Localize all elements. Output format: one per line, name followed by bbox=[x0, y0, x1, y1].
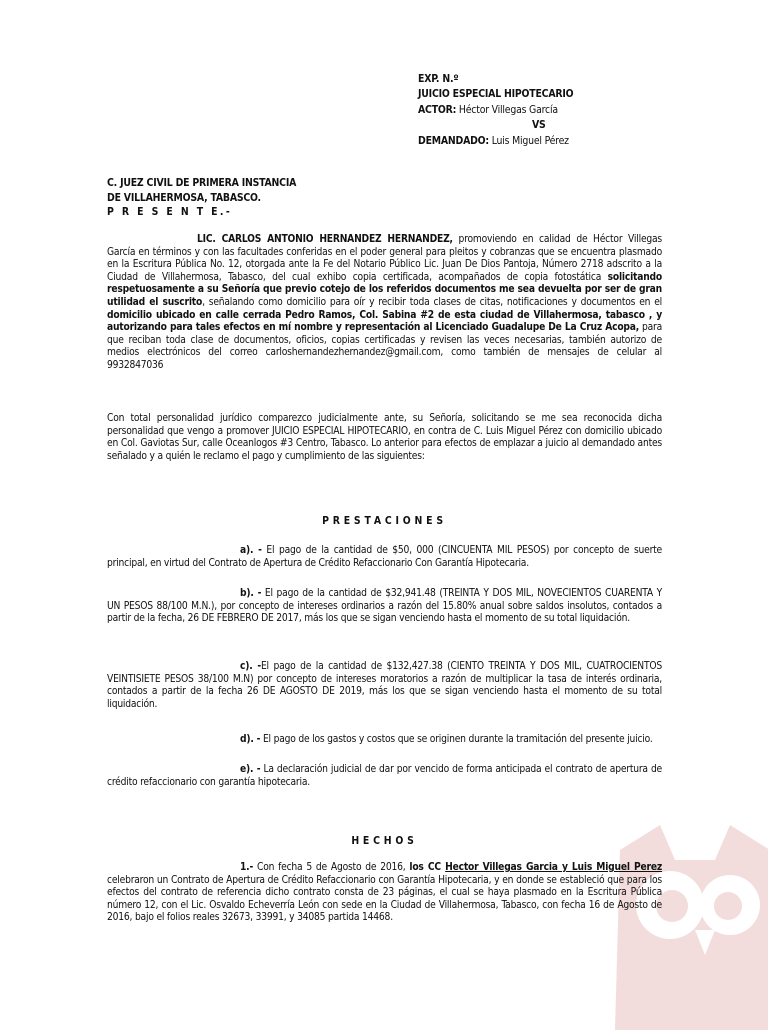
prestacion-e-text: La declaración judicial de dar por vencido de forma anticipada el contrato de apertura de crédito refaccionario con garantía hipotecaria. bbox=[107, 764, 663, 788]
defendant-value: Luis Miguel Pérez bbox=[488, 134, 569, 147]
addressee-line-1: C. JUEZ CIVIL DE PRIMERA INSTANCIA bbox=[107, 177, 297, 189]
prestaciones-heading: PRESTACIONES bbox=[322, 515, 447, 527]
addressee-line-2: DE VILLAHERMOSA, TABASCO. bbox=[107, 191, 261, 204]
case-header bbox=[418, 72, 748, 149]
case-type: JUICIO ESPECIAL HIPOTECARIO bbox=[418, 88, 574, 101]
versus-label: VS bbox=[532, 119, 546, 132]
hecho-1-bold: los CC bbox=[409, 862, 446, 873]
prestacion-b bbox=[107, 588, 662, 626]
prestacion-c-tail: , más los que se sigan venciendo hasta el momento de su total liquidación. bbox=[107, 686, 662, 710]
intro-text-3: para que reciban toda clase de documentos, oficios, copias certificadas y revisen las veces necesarias, también autorizo de medios electrónicos del correo carloshernandezhernandez@gmail.com, como también de mensajes de celular al 9932847036 bbox=[107, 322, 662, 371]
prestacion-a-text: El pago de la cantidad de $50, 000 (CINCUENTA MIL PESOS) por concepto de suerte principal, en virtud del Contrato de Apertura de Crédito Refaccionario Con Garantía Hipotecaria. bbox=[107, 545, 662, 569]
personality-paragraph: Con total personalidad jurídico comparezco judicialmente ante, su Señoría, solicitando se me sea reconocida dicha personalidad que vengo a promover JUICIO ESPECIAL HIPOTECARIO, en contra de C. Luis Miguel Pérez con domicilio ubicado en Col. Gaviotas Sur, calle Oceanlogos #3 Centro, Tabasco. Lo anterior para efectos de emplazar a juicio al demandado antes señalado y a quién le reclamo el pago y cumplimiento de las siguientes: bbox=[107, 413, 662, 462]
prestacion-c-text: El pago de la cantidad de $132,427.38 (CIENTO TREINTA Y DOS MIL, CUATROCIENTOS VEINTISIETE PESOS 38/100 M.N) por concepto de intereses moratorios a razón de multiplicar la tasa de interés ordinaria, contados a partir de la fecha 26 DE AGOSTO DE 2019 bbox=[107, 661, 662, 698]
lawyer-name: LIC. CARLOS ANTONIO HERNANDEZ HERNANDEZ, bbox=[197, 234, 453, 245]
prestacion-e-label: e). - bbox=[240, 764, 261, 775]
prestacion-b-tail: , más los que se sigan venciendo hasta el momento de su total liquidación. bbox=[298, 613, 630, 625]
intro-bold-2: domicilio ubicado en calle cerrada Pedro Ramos, Col. Sabina #2 de esta ciudad de Villahermosa, tabasco , y autorizando para tales efectos en mí nombre y representación al Licenciado Guadalupe De La Cruz Acopa, bbox=[107, 309, 662, 334]
exp-number: EXP. N.º bbox=[418, 73, 459, 85]
hecho-1 bbox=[107, 862, 662, 925]
hecho-1-text-2: celebraron un Contrato de Apertura de Crédito Refaccionario con Garantía Hipotecaria, y en donde se estableció que para los efectos del contrato de referencia dicho contrato consta de 23 páginas, el cual se haya plasmado en la Escritura Pública número 12, con el Lic. Osvaldo Echeverría León con sede en la Ciudad de Villahermosa, Tabasco, con fecha 16 de Agosto de 2016, bajo el folios reales 32673, 33991, y 34085 partida 14468. bbox=[107, 874, 662, 924]
intro-bold-1: solicitando respetuosamente a su Señoría que previo cotejo de los referidos documentos me sea devuelta por ser de gran utilidad el suscrito bbox=[107, 271, 662, 308]
prestacion-c-label: c). - bbox=[240, 661, 261, 672]
hecho-1-parties: Hector Villegas Garcia y Luis Miguel Perez bbox=[445, 862, 662, 873]
intro-text-1: promoviendo en calidad de Héctor Villegas García en términos y con las facultades conferidas en el poder general para pleitos y cobranzas que se encuentra plasmado en la Escritura Pública No. 12, otorgada ante la Fe del Notario Público Lic. Juan De Dios Pantoja, Número 2718 adscrito a la Ciudad de Villahermosa, Tabasco, del cual exhibo copia certificada, acompañados de copia fotostática bbox=[107, 234, 662, 283]
prestacion-a bbox=[107, 545, 662, 570]
prestacion-b-text: El pago de la cantidad de $32,941.48 (TREINTA Y DOS MIL, NOVECIENTOS CUARENTA Y UN PESOS 88/100 M.N.), por concepto de intereses ordinarios a razón del 15.80% anual sobre saldos insolutos, contados a partir de la fecha, 26 DE FEBRERO DE 2017 bbox=[107, 588, 662, 625]
prestacion-e bbox=[107, 764, 662, 789]
intro-text-2: , señalando como domicilio para oír y recibir toda clases de citas, notificaciones y documentos en el bbox=[202, 296, 663, 308]
hechos-heading: HECHOS bbox=[351, 835, 418, 847]
addressee-line-3: P R E S E N T E.- bbox=[107, 206, 233, 218]
defendant-label: DEMANDADO: bbox=[418, 134, 489, 147]
actor-label: ACTOR: bbox=[418, 103, 457, 116]
hecho-1-text-1: Con fecha 5 de Agosto de 2016, bbox=[253, 862, 410, 873]
prestacion-c bbox=[107, 661, 662, 711]
hecho-1-label: 1.- bbox=[240, 862, 254, 873]
prestacion-d bbox=[107, 734, 662, 747]
prestacion-d-text: El pago de los gastos y costos que se originen durante la tramitación del presente juicio. bbox=[260, 734, 653, 745]
addressee bbox=[107, 176, 527, 220]
owl-watermark-icon bbox=[600, 820, 768, 1030]
prestacion-d-label: d). - bbox=[240, 734, 261, 745]
intro-paragraph bbox=[107, 234, 662, 373]
actor-value: Héctor Villegas García bbox=[456, 103, 558, 116]
prestacion-a-label: a). - bbox=[240, 545, 262, 556]
prestacion-b-label: b). - bbox=[240, 588, 262, 599]
